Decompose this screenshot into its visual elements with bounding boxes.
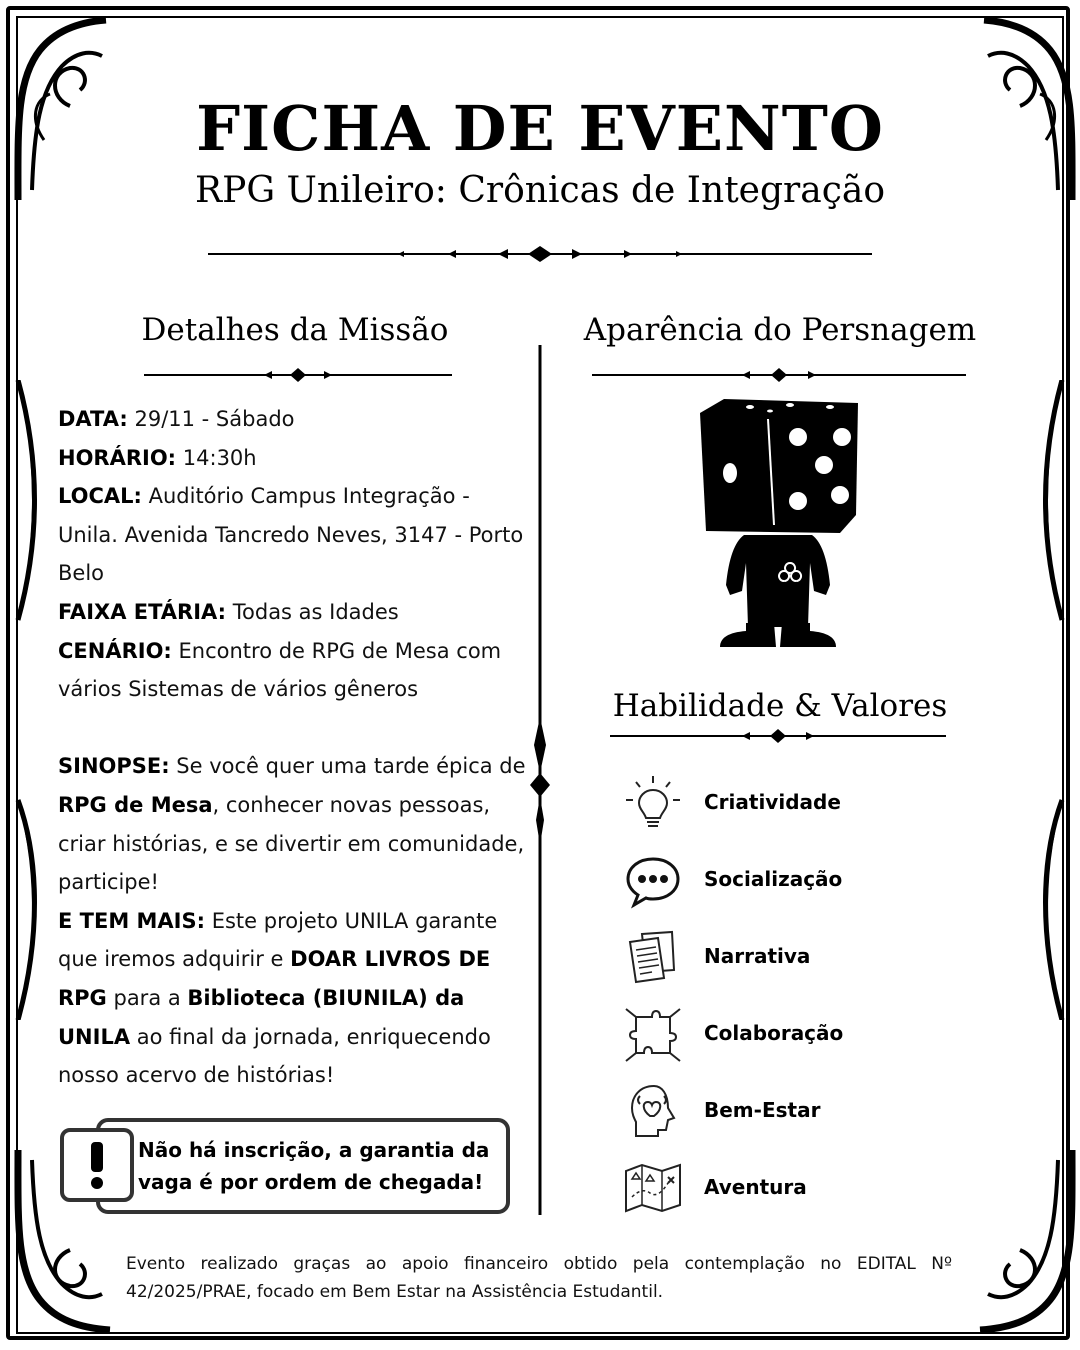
skill-label: Aventura — [704, 1175, 807, 1199]
more-paragraph — [58, 902, 530, 1095]
date-value: 29/11 - Sábado — [127, 407, 295, 431]
puzzle-hands-icon — [622, 1003, 684, 1065]
skills-heading-ornament — [610, 727, 946, 745]
treasure-map-icon — [622, 1157, 684, 1219]
skill-label: Criatividade — [704, 790, 841, 814]
date-label: DATA: — [58, 407, 128, 431]
more-bold-2: Biblioteca (BIUNILA) da UNILA — [58, 985, 465, 1049]
title-divider-ornament — [208, 244, 872, 264]
page-subtitle: RPG Unileiro: Crônicas de Integração — [194, 170, 885, 211]
exclamation-icon — [64, 1132, 130, 1198]
location-value: Auditório Campus Integração - Unila. Avenida Tancredo Neves, 3147 - Porto Belo — [58, 484, 524, 586]
appearance-heading: Aparência do Persnagem — [583, 312, 977, 348]
documents-icon — [622, 926, 684, 988]
synopsis-text-1: Se você quer uma tarde épica de — [169, 754, 526, 779]
time-label: HORÁRIO: — [58, 445, 177, 470]
skill-adventure — [622, 1157, 1022, 1217]
synopsis-paragraph — [58, 747, 530, 901]
age-line — [58, 593, 530, 632]
footer-note: Evento realizado graças ao apoio financeiro obtido pela contemplação no EDITAL Nº 42/2025/PRAE, focado em Bem Estar na Assistência Estudantil. — [126, 1254, 952, 1302]
page-title: FICHA DE EVENTO — [196, 92, 884, 165]
synopsis-bold: RPG de Mesa — [58, 792, 213, 817]
appearance-heading-ornament — [592, 366, 966, 384]
date-line — [58, 400, 530, 439]
side-ornament-right — [1030, 380, 1070, 1020]
dice-head-character-illustration — [690, 395, 866, 651]
skill-wellbeing — [622, 1080, 1022, 1140]
details-heading: Detalhes da Missão — [141, 312, 449, 348]
scenario-label: CENÁRIO: — [58, 638, 172, 663]
skill-creativity — [622, 772, 1022, 832]
skill-narrative — [622, 926, 1022, 986]
age-label: FAIXA ETÁRIA: — [58, 599, 227, 624]
speech-bubble-icon — [622, 849, 684, 911]
synopsis-text-2: , conhecer novas pessoas, criar histórias, e se divertir em comunidade, participe! — [58, 792, 525, 895]
column-divider — [524, 345, 556, 1215]
skill-label: Socialização — [704, 867, 843, 891]
notice-text: Não há inscrição, a garantia da vaga é por ordem de chegada! — [138, 1138, 490, 1194]
details-heading-ornament — [144, 366, 452, 384]
more-text-3: ao final da jornada, enriquecendo nosso acervo de histórias! — [58, 1024, 491, 1088]
location-label: LOCAL: — [58, 484, 142, 509]
skill-collaboration — [622, 1003, 1022, 1063]
side-ornament-left — [10, 380, 50, 1020]
scenario-value: Encontro de RPG de Mesa com vários Sistemas de vários gêneros — [58, 638, 502, 702]
skill-label: Colaboração — [704, 1021, 844, 1045]
time-line — [58, 439, 530, 478]
notice-badge — [60, 1128, 134, 1202]
time-value: 14:30h — [176, 445, 257, 470]
age-value: Todas as Idades — [226, 599, 399, 624]
more-text-1: Este projeto UNILA garante que iremos adquirir e — [58, 908, 498, 972]
scenario-line — [58, 632, 530, 709]
skills-heading: Habilidade & Valores — [612, 688, 948, 724]
skill-label: Narrativa — [704, 944, 811, 968]
skill-label: Bem-Estar — [704, 1098, 821, 1122]
mission-details — [58, 400, 530, 1095]
more-bold-1: DOAR LIVROS DE RPG — [58, 947, 491, 1010]
location-line — [58, 477, 530, 593]
more-text-2: para a — [106, 985, 188, 1010]
lightbulb-icon — [622, 772, 684, 834]
synopsis-label: SINOPSE: — [58, 754, 170, 779]
skill-socialization — [622, 849, 1022, 909]
more-label: E TEM MAIS: — [58, 908, 206, 933]
head-heart-icon — [622, 1080, 684, 1142]
